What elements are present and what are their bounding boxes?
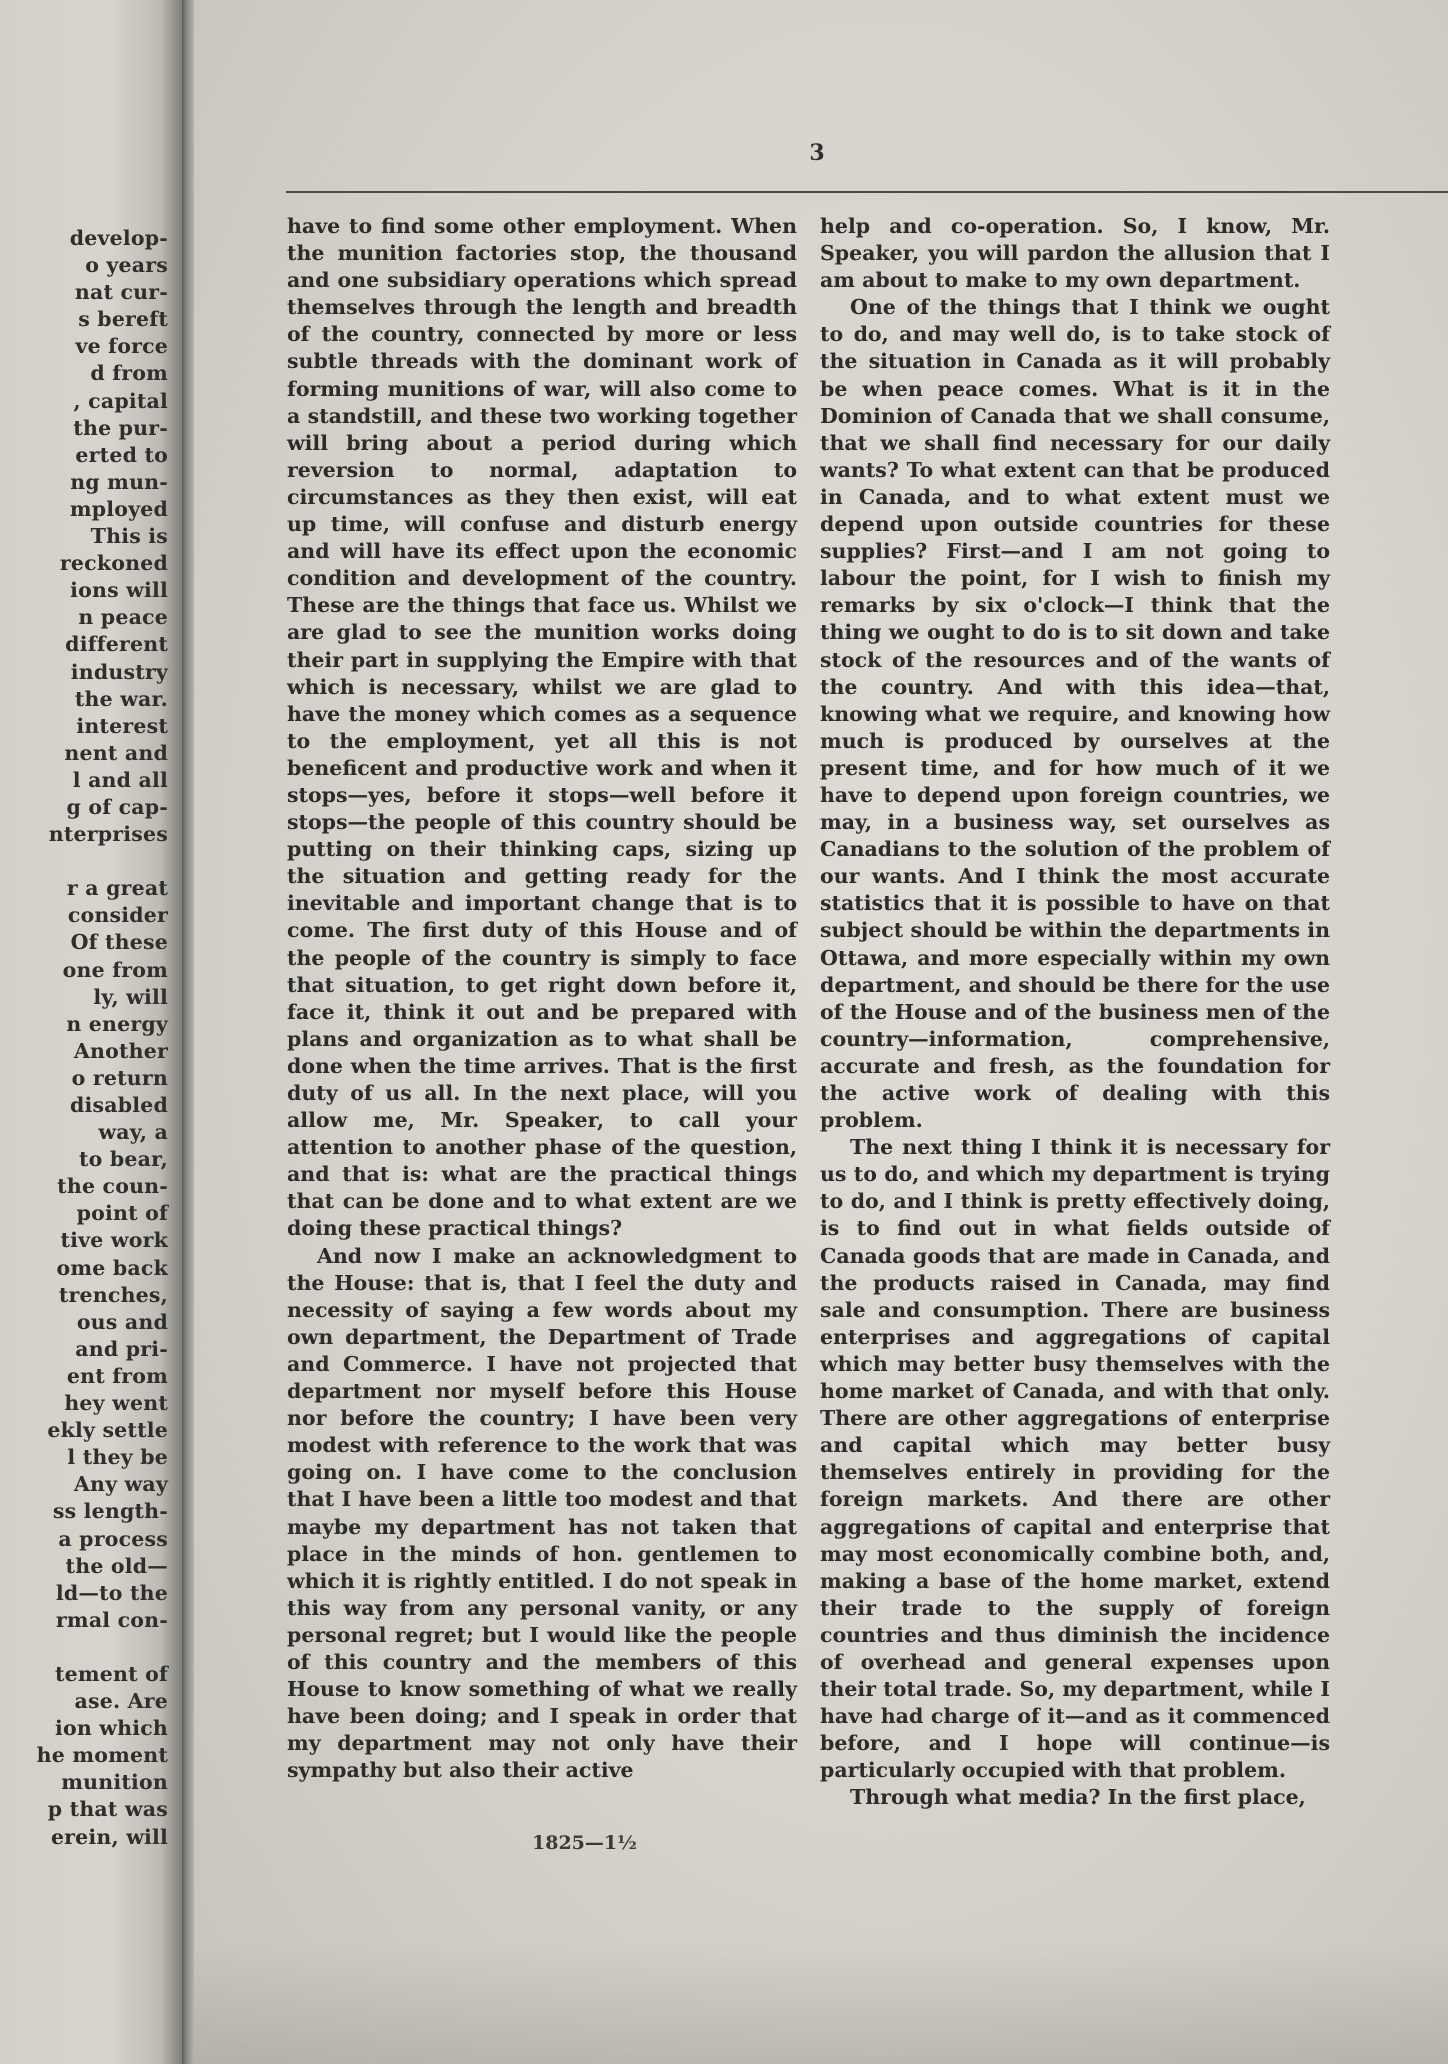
left-page-line: the war.: [74, 686, 168, 711]
header-rule: [286, 191, 1448, 193]
left-page-line: ss length-: [52, 1499, 168, 1524]
left-page-line: nterprises: [48, 822, 168, 847]
left-page-line: [0, 1634, 168, 1661]
book-gutter: [182, 0, 194, 2064]
left-page-line: to bear,: [79, 1147, 168, 1172]
right-page: [194, 0, 1448, 2064]
left-page-line: r a great: [66, 876, 168, 901]
left-page-line: p that was: [47, 1797, 168, 1822]
text-column-1: [287, 213, 797, 1784]
left-page-line: ekly settle: [47, 1418, 168, 1443]
left-page-line: rmal con-: [55, 1607, 168, 1632]
left-page-line: ions will: [70, 578, 168, 603]
left-page-text: [0, 225, 168, 1851]
left-page-line: ent from: [66, 1363, 168, 1388]
left-page-line: he moment: [36, 1743, 168, 1768]
left-page-line: and pri-: [75, 1336, 168, 1361]
left-page-line: tive work: [60, 1228, 168, 1253]
left-page-line: l and all: [72, 767, 168, 792]
left-page-line: one from: [62, 957, 168, 982]
left-page-line: trenches,: [58, 1282, 168, 1307]
left-page-line: l they be: [67, 1445, 168, 1470]
left-page-line: ly, will: [93, 984, 168, 1009]
left-page-line: interest: [76, 713, 168, 738]
left-page-line: Any way: [73, 1472, 168, 1497]
left-page-line: hey went: [64, 1391, 168, 1416]
left-page-line: the pur-: [73, 415, 168, 440]
left-page-line: nat cur-: [74, 280, 168, 305]
left-page-line: o return: [71, 1065, 168, 1090]
left-page-line: erted to: [75, 442, 168, 467]
left-page-line: develop-: [69, 226, 168, 250]
left-page-line: ome back: [56, 1255, 168, 1280]
left-page-line: a process: [58, 1526, 168, 1551]
left-page-line: o years: [85, 253, 168, 278]
paragraph: The next thing I think it is necessary for us to do, and which my department is trying to do, and I think is pretty effectively doing, is to find out in what fields outside of Canada goods that are made in Canada, and the products raised in Canada, may find sale and consumption. There are business enterprises and aggregations of capital which may better busy themselves with the home market of Canada, and with that only. There are other aggregations of enterprise and capital which may better busy themselves entirely in providing for the foreign markets. And there are other aggregations of capital and enterprise that may most economically combine both, and, making a base of the home market, extend their trade to the supply of foreign countries and thus diminish the incidence of overhead and general expenses upon their total trade. So, my department, while I have had charge of it—and as it commenced before, and I hope will continue—is particularly occupied with that problem.: [820, 1135, 1330, 1783]
left-page-line: reckoned: [59, 551, 168, 576]
left-page-line: Another: [73, 1038, 168, 1063]
left-page-line: ld—to the: [55, 1580, 168, 1605]
paragraph: Through what media? In the first place,: [850, 1785, 1306, 1810]
left-page-line: erein, will: [50, 1824, 168, 1849]
left-page-line: way, a: [98, 1120, 168, 1145]
page-shadow: [194, 1944, 1448, 2064]
left-page-line: disabled: [69, 1093, 168, 1117]
page-number: 3: [809, 140, 825, 166]
left-page-line: consider: [67, 903, 168, 928]
left-page-line: the coun-: [57, 1174, 168, 1199]
printer-signature: 1825—1½: [532, 1832, 637, 1854]
left-page-line: , capital: [73, 388, 168, 413]
left-page-line: different: [65, 632, 168, 657]
left-page-line: [0, 848, 168, 875]
left-page-line: n peace: [78, 605, 168, 630]
left-page-line: This is: [90, 524, 168, 549]
left-page-line: ous and: [76, 1309, 168, 1334]
left-page-line: Of these: [70, 930, 168, 955]
paragraph: And now I make an acknowledgment to the House: that is, that I feel the duty and necessity of saying a few words about my own department, the Department of Trade and Commerce. I have not projected that department nor myself before this House nor before the country; I have been very modest with reference to the work that was going on. I have come to the conclusion that I have been a little too modest and that maybe my department has not taken that place in the minds of hon. gentlemen to which it is rightly entitled. I do not speak in this way from any personal vanity, or any personal regret; but I would like the people of this country and the members of this House to know something of what we really have been doing; and I speak in order that my department may not only have their sympathy but also their active: [287, 1243, 797, 1783]
left-page-line: industry: [70, 659, 168, 684]
left-page-line: tement of: [54, 1661, 168, 1686]
left-page-line: n energy: [66, 1011, 168, 1036]
left-page: [0, 0, 182, 2064]
left-page-line: ve force: [75, 334, 168, 359]
left-page-line: ion which: [54, 1716, 168, 1741]
left-page-line: the old—: [65, 1553, 168, 1578]
left-page-line: nent and: [64, 740, 168, 765]
left-page-line: point of: [76, 1201, 168, 1226]
paragraph: One of the things that I think we ought to do, and may well do, is to take stock of the situation in Canada as it will probably be when peace comes. What is it in the Dominion of Canada that we shall consume, that we shall find necessary for our daily wants? To what extent can that be produced in Canada, and to what extent must we depend upon outside countries for these supplies? First—and I am not going to labour the point, for I wish to finish my remarks by six o'clock—I think that the thing we ought to do is to sit down and take stock of the resources and of the wants of the country. And with this idea—that, knowing what we require, and knowing how much is produced by ourselves at the present time, and for how much of it we have to depend upon foreign countries, we may, in a business way, set ourselves as Canadians to the solution of the problem of our wants. And I think the most accurate statistics that it is possible to have on that subject should be within the departments in Ottawa, and more especially within my own department, and should be there for the use of the House and of the business men of the country—information, comprehensive, accurate and fresh, as the foundation for the active work of dealing with this problem.: [820, 295, 1330, 1133]
paragraph: help and co-operation. So, I know, Mr. Speaker, you will pardon the allusion that I am about to make to my own department.: [820, 214, 1330, 293]
left-page-line: g of cap-: [66, 794, 168, 819]
left-page-line: s bereft: [78, 307, 168, 332]
text-column-2: [820, 213, 1330, 1812]
left-page-line: mployed: [69, 496, 168, 521]
left-page-line: munition: [61, 1770, 168, 1795]
left-page-line: d from: [90, 361, 168, 386]
left-page-line: ase. Are: [74, 1689, 168, 1714]
left-page-line: ng mun-: [70, 469, 168, 494]
paragraph: have to find some other employment. When the munition factories stop, the thousand and one subsidiary operations which spread themselves through the length and breadth of the country, connected by more or less subtle threads with the dominant work of forming munitions of war, will also come to a standstill, and these two working together will bring about a period during which reversion to normal, adaptation to circumstances as they then exist, will eat up time, will confuse and disturb energy and will have its effect upon the economic condition and development of the country. These are the things that face us. Whilst we are glad to see the munition works doing their part in supplying the Empire with that which is necessary, whilst we are glad to have the money which comes as a sequence to the employment, yet all this is not beneficent and productive work and when it stops—yes, before it stops—well before it stops—the people of this country should be putting on their thinking caps, sizing up the situation and getting ready for the inevitable and important change that is to come. The first duty of this House and of the people of the country is simply to face that situation, to get right down before it, face it, think it out and be prepared with plans and organization as to what shall be done when the time arrives. That is the first duty of us all. In the next place, will you allow me, Mr. Speaker, to call your attention to another phase of the question, and that is: what are the practical things that can be done and to what extent are we doing these practical things?: [287, 214, 797, 1241]
